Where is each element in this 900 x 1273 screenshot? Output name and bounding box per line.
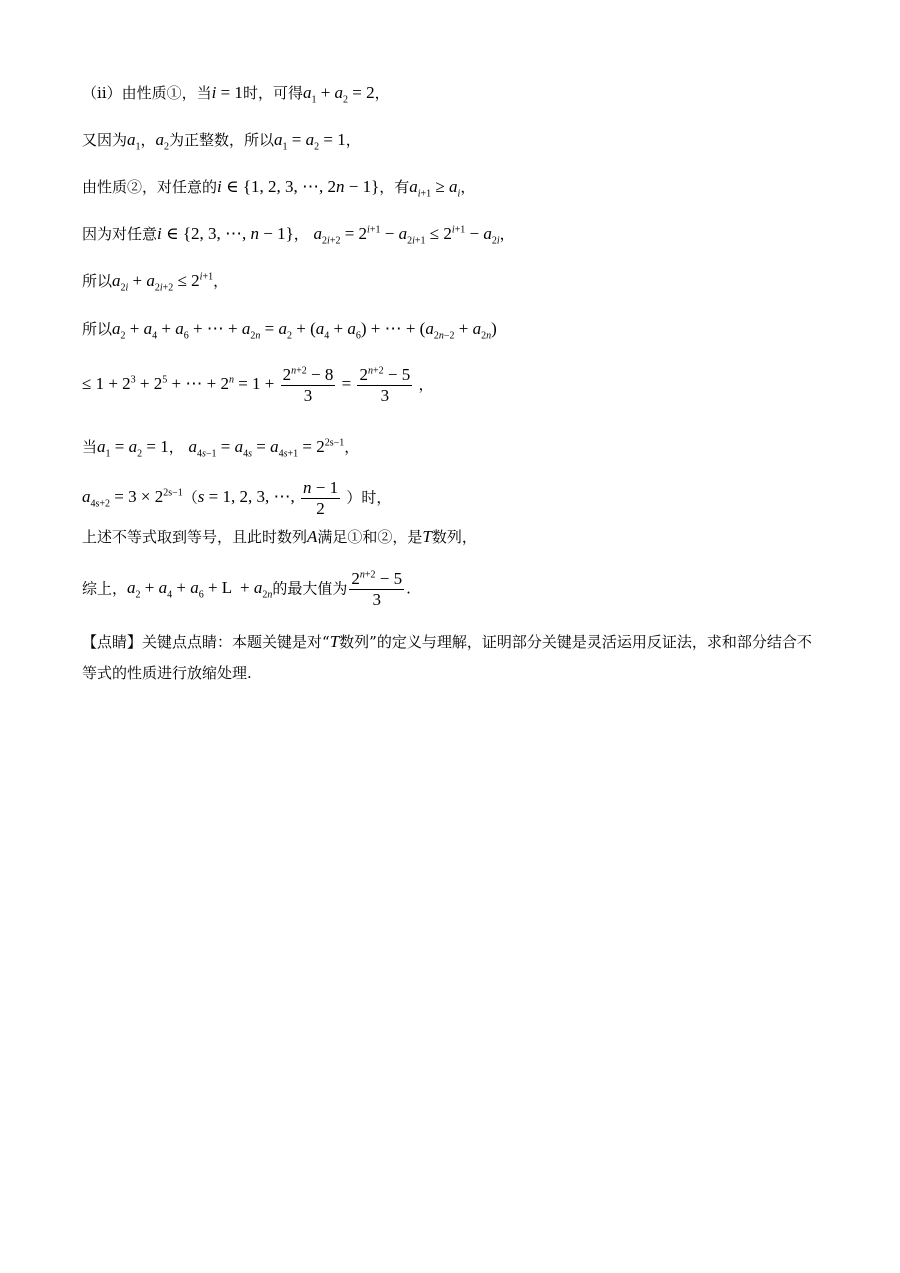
math-a4s-values: $a_{4s-1} = a_{4s} = a_{4s+1} = 2^{2s-1}$ — [188, 437, 345, 460]
line-10 — [82, 527, 477, 547]
math-a2i2-relation: $a_{2i+2} = 2^{i+1} - a_{2i+1} \le 2^{i+1} - a_{2i}$ — [313, 224, 500, 247]
math-i-eq-1: i = 1 — [211, 83, 243, 102]
line-3: 由性质②，对任意的i ∈ {1, 2, 3, ⋯, 2n − 1}，有$a_{i+1} \ge a_i$， — [82, 177, 476, 200]
line-1: （ⅱ）由性质①，当i = 1时，可得$a_1 + a_2 = 2$， — [82, 83, 390, 106]
line-5: 所以$a_{2i} + a_{2i+2} \le 2^{i+1}$， — [82, 271, 229, 294]
note-label: 【点睛】 — [82, 633, 143, 651]
line-11-text-b: 的最大值为 — [272, 579, 348, 598]
line-9: $a_{4s+2} = 3 \times 2^{2s-1}(s = 1$, 2, 3, ⋯, $\frac{n - 1}{2}$ ）时， — [82, 478, 392, 518]
math-a4s2-value: $a_{4s+2} = 3 \times 2^{2s-1}$ — [82, 487, 183, 510]
math-even-sum: $a_2 + a_4 + a_6 + L + a_{2n}$ — [127, 578, 273, 601]
line-8: 当$a_1 = a_2 = 1$， $a_{4s-1} = a_{4s} = a_{4s+1} = 2^{2s-1}$， — [82, 437, 360, 460]
line-11: 综上，$a_2 + a_4 + a_6 + L + a_{2n}$的最大值为 $\frac{2^{n+2} - 5}{3}$ . — [82, 569, 411, 609]
line-2-text-a: 又因为 — [82, 131, 128, 149]
line-10-text-b: 满足①和②，是 — [317, 528, 423, 546]
line-6-text-a: 所以 — [82, 320, 113, 338]
math-a1: $a_1$ — [127, 130, 141, 153]
fraction-4: $\frac{2^{n+2} - 5}{3}$ — [351, 569, 403, 609]
math-i-in-set: i ∈ {1, 2, 3, ⋯, 2n − 1} — [217, 177, 380, 196]
fraction-1: $\frac{2^{n+2} - 8}{3}$ — [282, 365, 334, 405]
line-6 — [82, 319, 497, 342]
math-a1-plus-a2: $a_1 + a_2 = 2$ — [302, 83, 375, 106]
line-3-text-a: 由性质②，对任意的 — [82, 178, 218, 196]
line-5-text-a: 所以 — [82, 272, 113, 290]
line-1-text-a: （ⅱ）由性质①，当 — [82, 84, 212, 102]
line-1-text-b: 时，可得 — [242, 84, 303, 102]
line-2: 又因为$a_1$，$a_2$为正整数，所以$a_1 = a_2 = 1$， — [82, 130, 361, 153]
key-point-note — [82, 626, 822, 689]
math-A: A — [307, 527, 318, 546]
line-10-text-c: 数列， — [431, 528, 477, 546]
math-bound-sum: ≤ $1 + 2^3 + 2^5$ + ⋯ + $2^n = 1$ + $\frac{2^{n+2} - 8}{3}$ = $\frac{2^{n+2} - 5}{3}$ — [82, 365, 411, 405]
line-8-text-a: 当 — [82, 438, 98, 456]
fraction-3: $\frac{n - 1}{2}$ — [302, 478, 339, 518]
note-text-1: 关键点点睛：本题关键是对“ — [142, 633, 330, 651]
math-a2i-plus-a2i2: $a_{2i} + a_{2i+2} \le 2^{i+1}$ — [112, 271, 214, 294]
math-sum-grouping: $a_2 + a_4 + a_6$ + ⋯ + $a_{2n} = a_2 + (a_4 + a_6)$ + ⋯ + $(a_{2n-2} + a_{2n})$ — [112, 319, 497, 342]
math-T: T — [422, 527, 432, 546]
math-a1-a2-eq-1: $a_1 = a_2 = 1$ — [97, 437, 169, 460]
math-ai1-ge-ai: $a_{i+1} \ge a_i$ — [409, 177, 461, 200]
math-max-value — [347, 569, 406, 609]
math-i-in-set-2: i ∈ {2, 3, ⋯, n − 1} — [157, 224, 294, 243]
line-2-text-b: ， — [140, 131, 156, 149]
line-2-text-c: 为正整数，所以 — [169, 131, 275, 149]
math-a1-eq-a2-eq-1: $a_1 = a_2 = 1$ — [274, 130, 346, 153]
line-3-text-b: ，有 — [379, 178, 410, 196]
math-s-range: s = 1, 2, 3, ⋯, $\frac{n - 1}{2}$ — [197, 478, 339, 518]
line-4: 因为对任意i ∈ {2, 3, ⋯, n − 1}， $a_{2i+2} = 2^{i+1} - a_{2i+1} \le 2^{i+1} - a_{2i}$， — [82, 224, 515, 247]
line-10-text-a: 上述不等式取到等号，且此时数列 — [82, 528, 308, 546]
note-text-2: 数列”的定义与理解，证明部分关键是灵活运用反证法，求和部分结合不等式的性质进行放缩处理. — [82, 633, 812, 682]
math-a2: $a_2$ — [155, 130, 170, 153]
line-11-text-a: 综上， — [82, 579, 128, 598]
line-7: ≤ $1 + 2^3 + 2^5$ + ⋯ + $2^n = 1$ + $\frac{2^{n+2} - 8}{3}$ = $\frac{2^{n+2} - 5}{3}$ ， — [82, 365, 434, 405]
line-4-text-a: 因为对任意 — [82, 225, 158, 243]
fraction-2: $\frac{2^{n+2} - 5}{3}$ — [359, 365, 411, 405]
note-math-T: T — [329, 632, 340, 651]
